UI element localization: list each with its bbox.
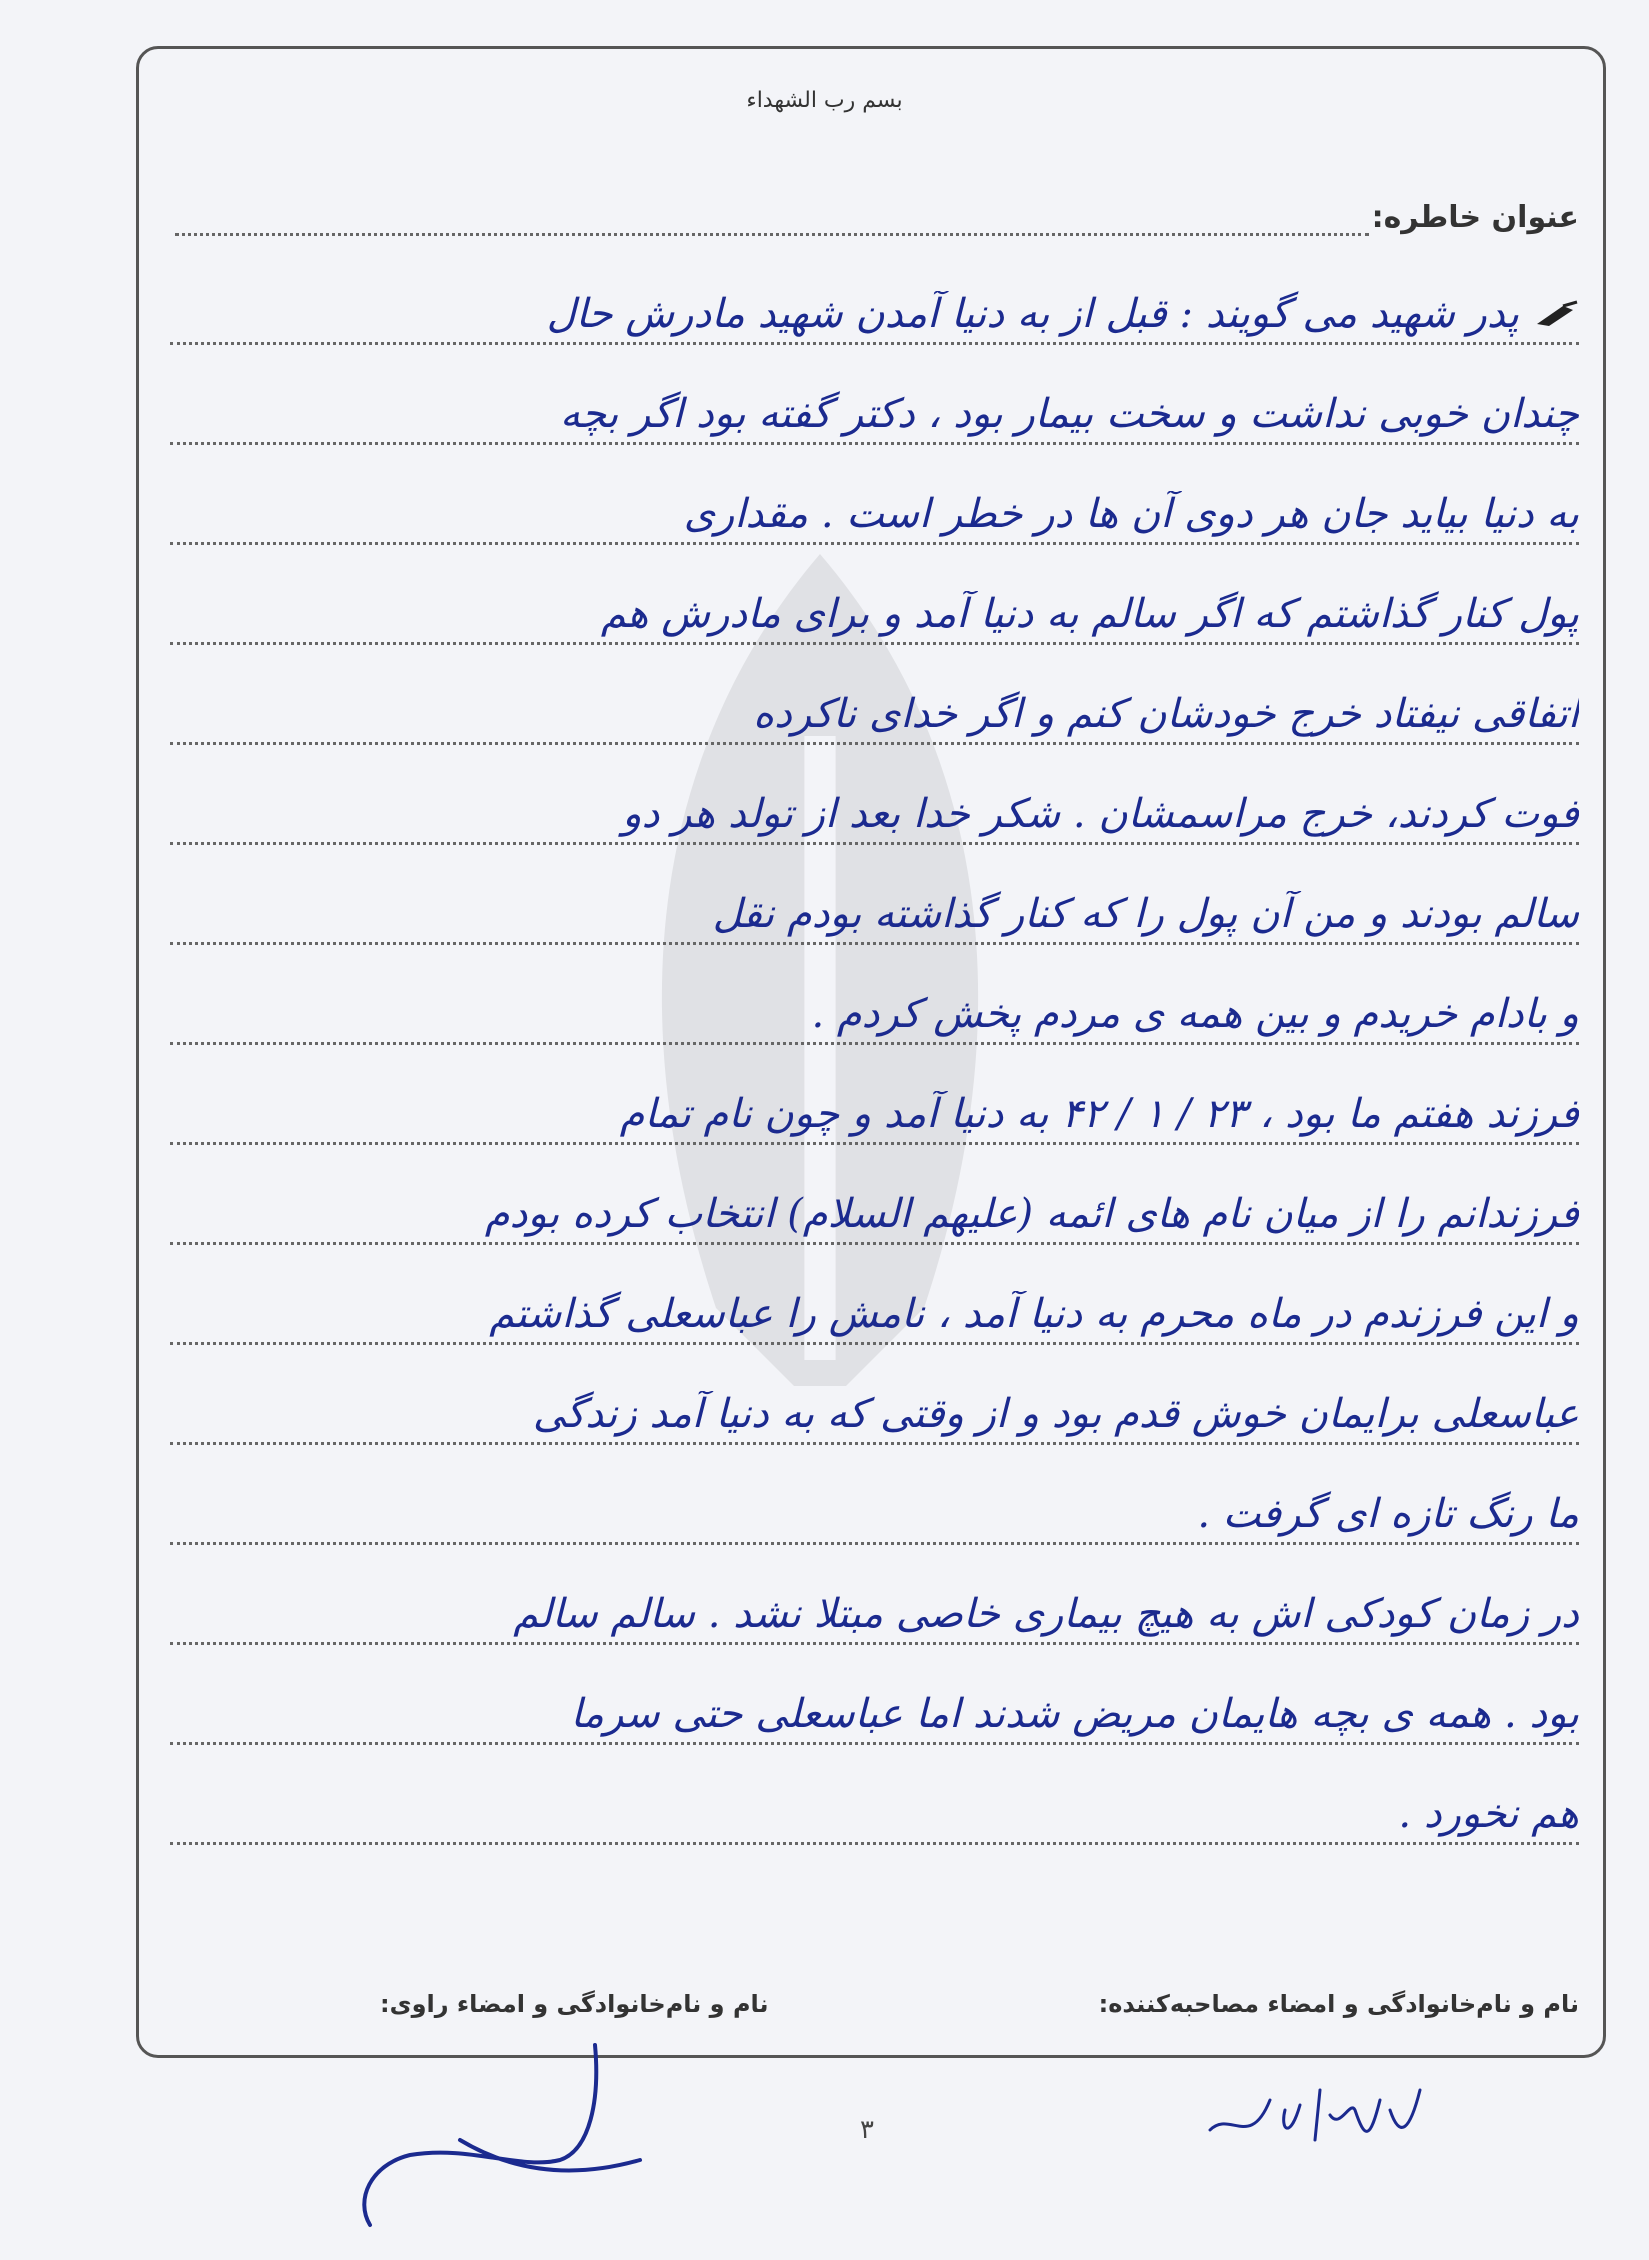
memoir-title-label: عنوان خاطره: — [1371, 200, 1579, 235]
memoir-line — [170, 565, 1579, 665]
memoir-line — [170, 465, 1579, 565]
memoir-line — [170, 365, 1579, 465]
memoir-line — [170, 865, 1579, 965]
interviewer-signature-icon — [1190, 2070, 1430, 2160]
memoir-line — [170, 765, 1579, 865]
handwritten-text: بود . همه ی بچه هایمان مریض شدند اما عباسعلی حتی سرما — [570, 1691, 1579, 1737]
memoir-line — [170, 1765, 1579, 1865]
memoir-line — [170, 1065, 1579, 1165]
narrator-label: نام و نام‌خانوادگی و امضاء راوی: — [380, 1990, 769, 2018]
memoir-line — [170, 1465, 1579, 1565]
memoir-line — [170, 665, 1579, 765]
handwritten-text: اتفاقی نیفتاد خرج خودشان کنم و اگر خدای ناکرده — [753, 691, 1579, 737]
handwritten-text: سالم بودند و من آن پول را که کنار گذاشته بودم نقل — [712, 891, 1579, 937]
handwritten-text: به دنیا بیاید جان هر دوی آن ها در خطر است . مقداری — [683, 491, 1579, 537]
handwritten-text: چندان خوبی نداشت و سخت بیمار بود ، دکتر گفته بود اگر بچه — [559, 391, 1579, 437]
memoir-line — [170, 1165, 1579, 1265]
memoir-line — [170, 965, 1579, 1065]
memoir-line — [170, 1665, 1579, 1765]
handwritten-text: و بادام خریدم و بین همه ی مردم پخش کردم . — [811, 991, 1579, 1037]
narrator-signature-icon — [350, 2040, 650, 2230]
handwritten-text: هم نخورد . — [1398, 1791, 1579, 1837]
handwritten-text: فوت کردند، خرج مراسمشان . شکر خدا بعد از تولد هر دو — [622, 791, 1579, 837]
handwritten-text: فرزندانم را از میان نام های ائمه (علیهم السلام) انتخاب کرده بودم — [484, 1191, 1579, 1237]
handwritten-text: عباسعلی برایمان خوش قدم بود و از وقتی که به دنیا آمد زندگی — [532, 1391, 1579, 1437]
handwritten-text: ما رنگ تازه ای گرفت . — [1197, 1491, 1579, 1537]
memoir-line — [170, 1365, 1579, 1465]
interviewer-label: نام و نام‌خانوادگی و امضاء مصاحبه‌کننده: — [1098, 1990, 1579, 2018]
memoir-line — [170, 1565, 1579, 1665]
handwritten-text: پول کنار گذاشتم که اگر سالم به دنیا آمد و برای مادرش هم — [600, 591, 1579, 637]
memoir-line — [170, 1265, 1579, 1365]
page-number: ۳ — [860, 2115, 874, 2145]
handwritten-text: پدر شهید می گویند : قبل از به دنیا آمدن شهید مادرش حال — [546, 291, 1519, 337]
handwritten-text: و این فرزندم در ماه محرم به دنیا آمد ، نامش را عباسعلی گذاشتم — [489, 1291, 1579, 1337]
memoir-title-line — [175, 233, 1369, 236]
memoir-line — [170, 265, 1579, 365]
handwritten-text: در زمان کودکی اش به هیچ بیماری خاصی مبتلا نشد . سالم سالم — [513, 1591, 1579, 1637]
handwritten-text: فرزند هفتم ما بود ، ۲۳ / ۱ / ۴۲ به دنیا آمد و چون نام تمام — [619, 1091, 1579, 1137]
basmala-heading: بسم رب الشهداء — [746, 88, 903, 113]
memoir-body — [170, 265, 1579, 1865]
